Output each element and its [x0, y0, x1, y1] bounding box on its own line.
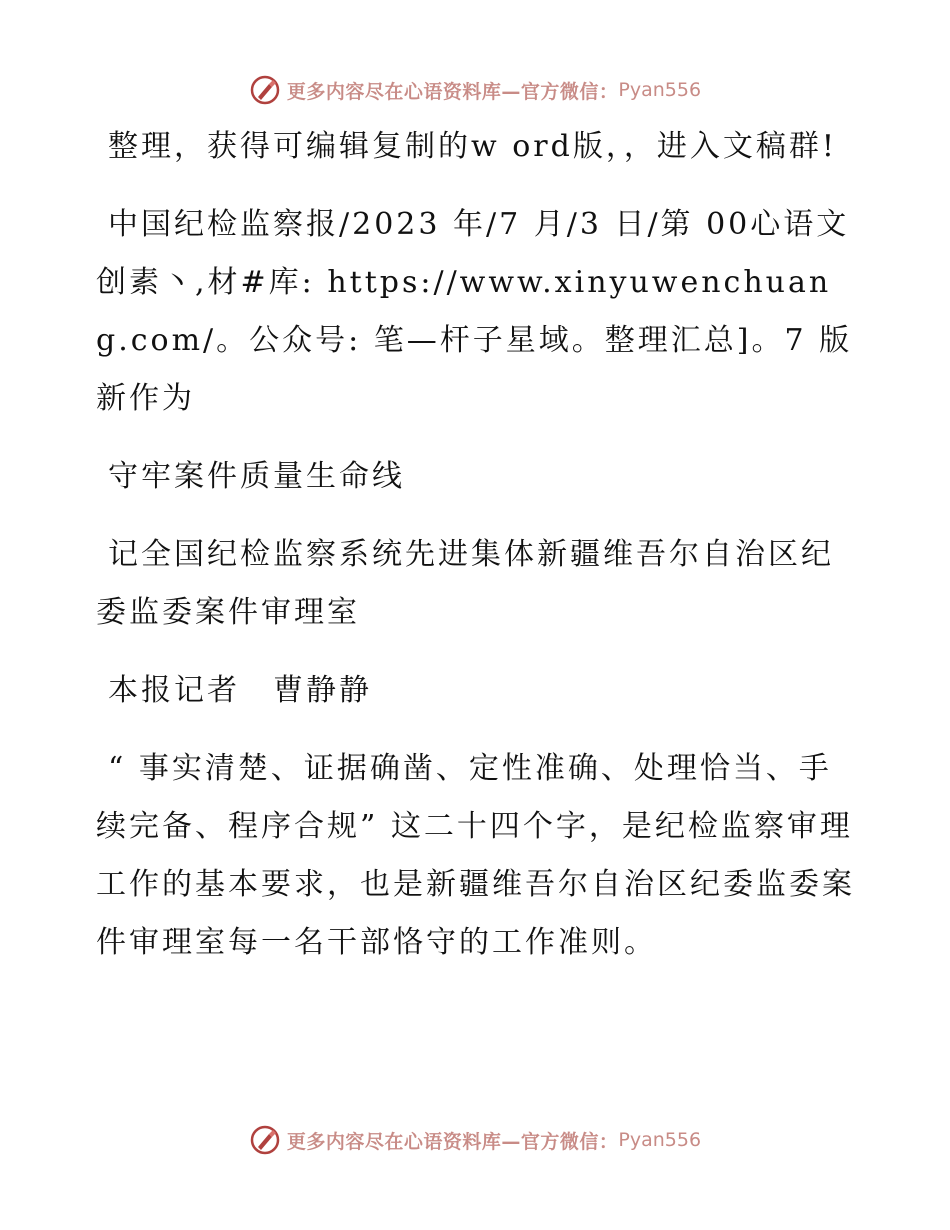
- pen-logo-icon: [249, 74, 281, 106]
- banner-contact: Pyan556: [618, 79, 702, 101]
- article-subtitle: 记全国纪检监察系统先进集体新疆维吾尔自治区纪委监委案件审理室: [96, 537, 834, 630]
- pen-logo-icon: [249, 1124, 281, 1156]
- document-body: [96, 118, 856, 992]
- article-title: 守牢案件质量生命线: [108, 459, 405, 494]
- paragraph-intro: 整理，获得可编辑复制的w ord版，，进入文稿群!: [108, 129, 837, 164]
- paragraph-source: 中国纪检监察报/2023 年/7 月/3 日/第 00心语文创素丶,材#库: https://www.xinyuwenchuang.com/。公众号: 笔—杆子星域。整理汇总]。7 版新作为: [96, 207, 853, 416]
- header-banner: [0, 70, 950, 110]
- byline: 本报记者 曹静静: [108, 673, 372, 708]
- footer-banner: [0, 1120, 950, 1160]
- banner-contact: Pyan556: [618, 1129, 702, 1151]
- banner-text: 更多内容尽在心语资料库—官方微信：: [286, 1130, 619, 1153]
- banner-text: 更多内容尽在心语资料库—官方微信：: [286, 80, 619, 103]
- paragraph-body: “ 事实清楚、证据确凿、定性准确、处理恰当、手续完备、程序合规” 这二十四个字，是纪检监察审理工作的基本要求，也是新疆维吾尔自治区纪委监委案件审理室每一名干部恪守的工作准则。: [96, 751, 855, 960]
